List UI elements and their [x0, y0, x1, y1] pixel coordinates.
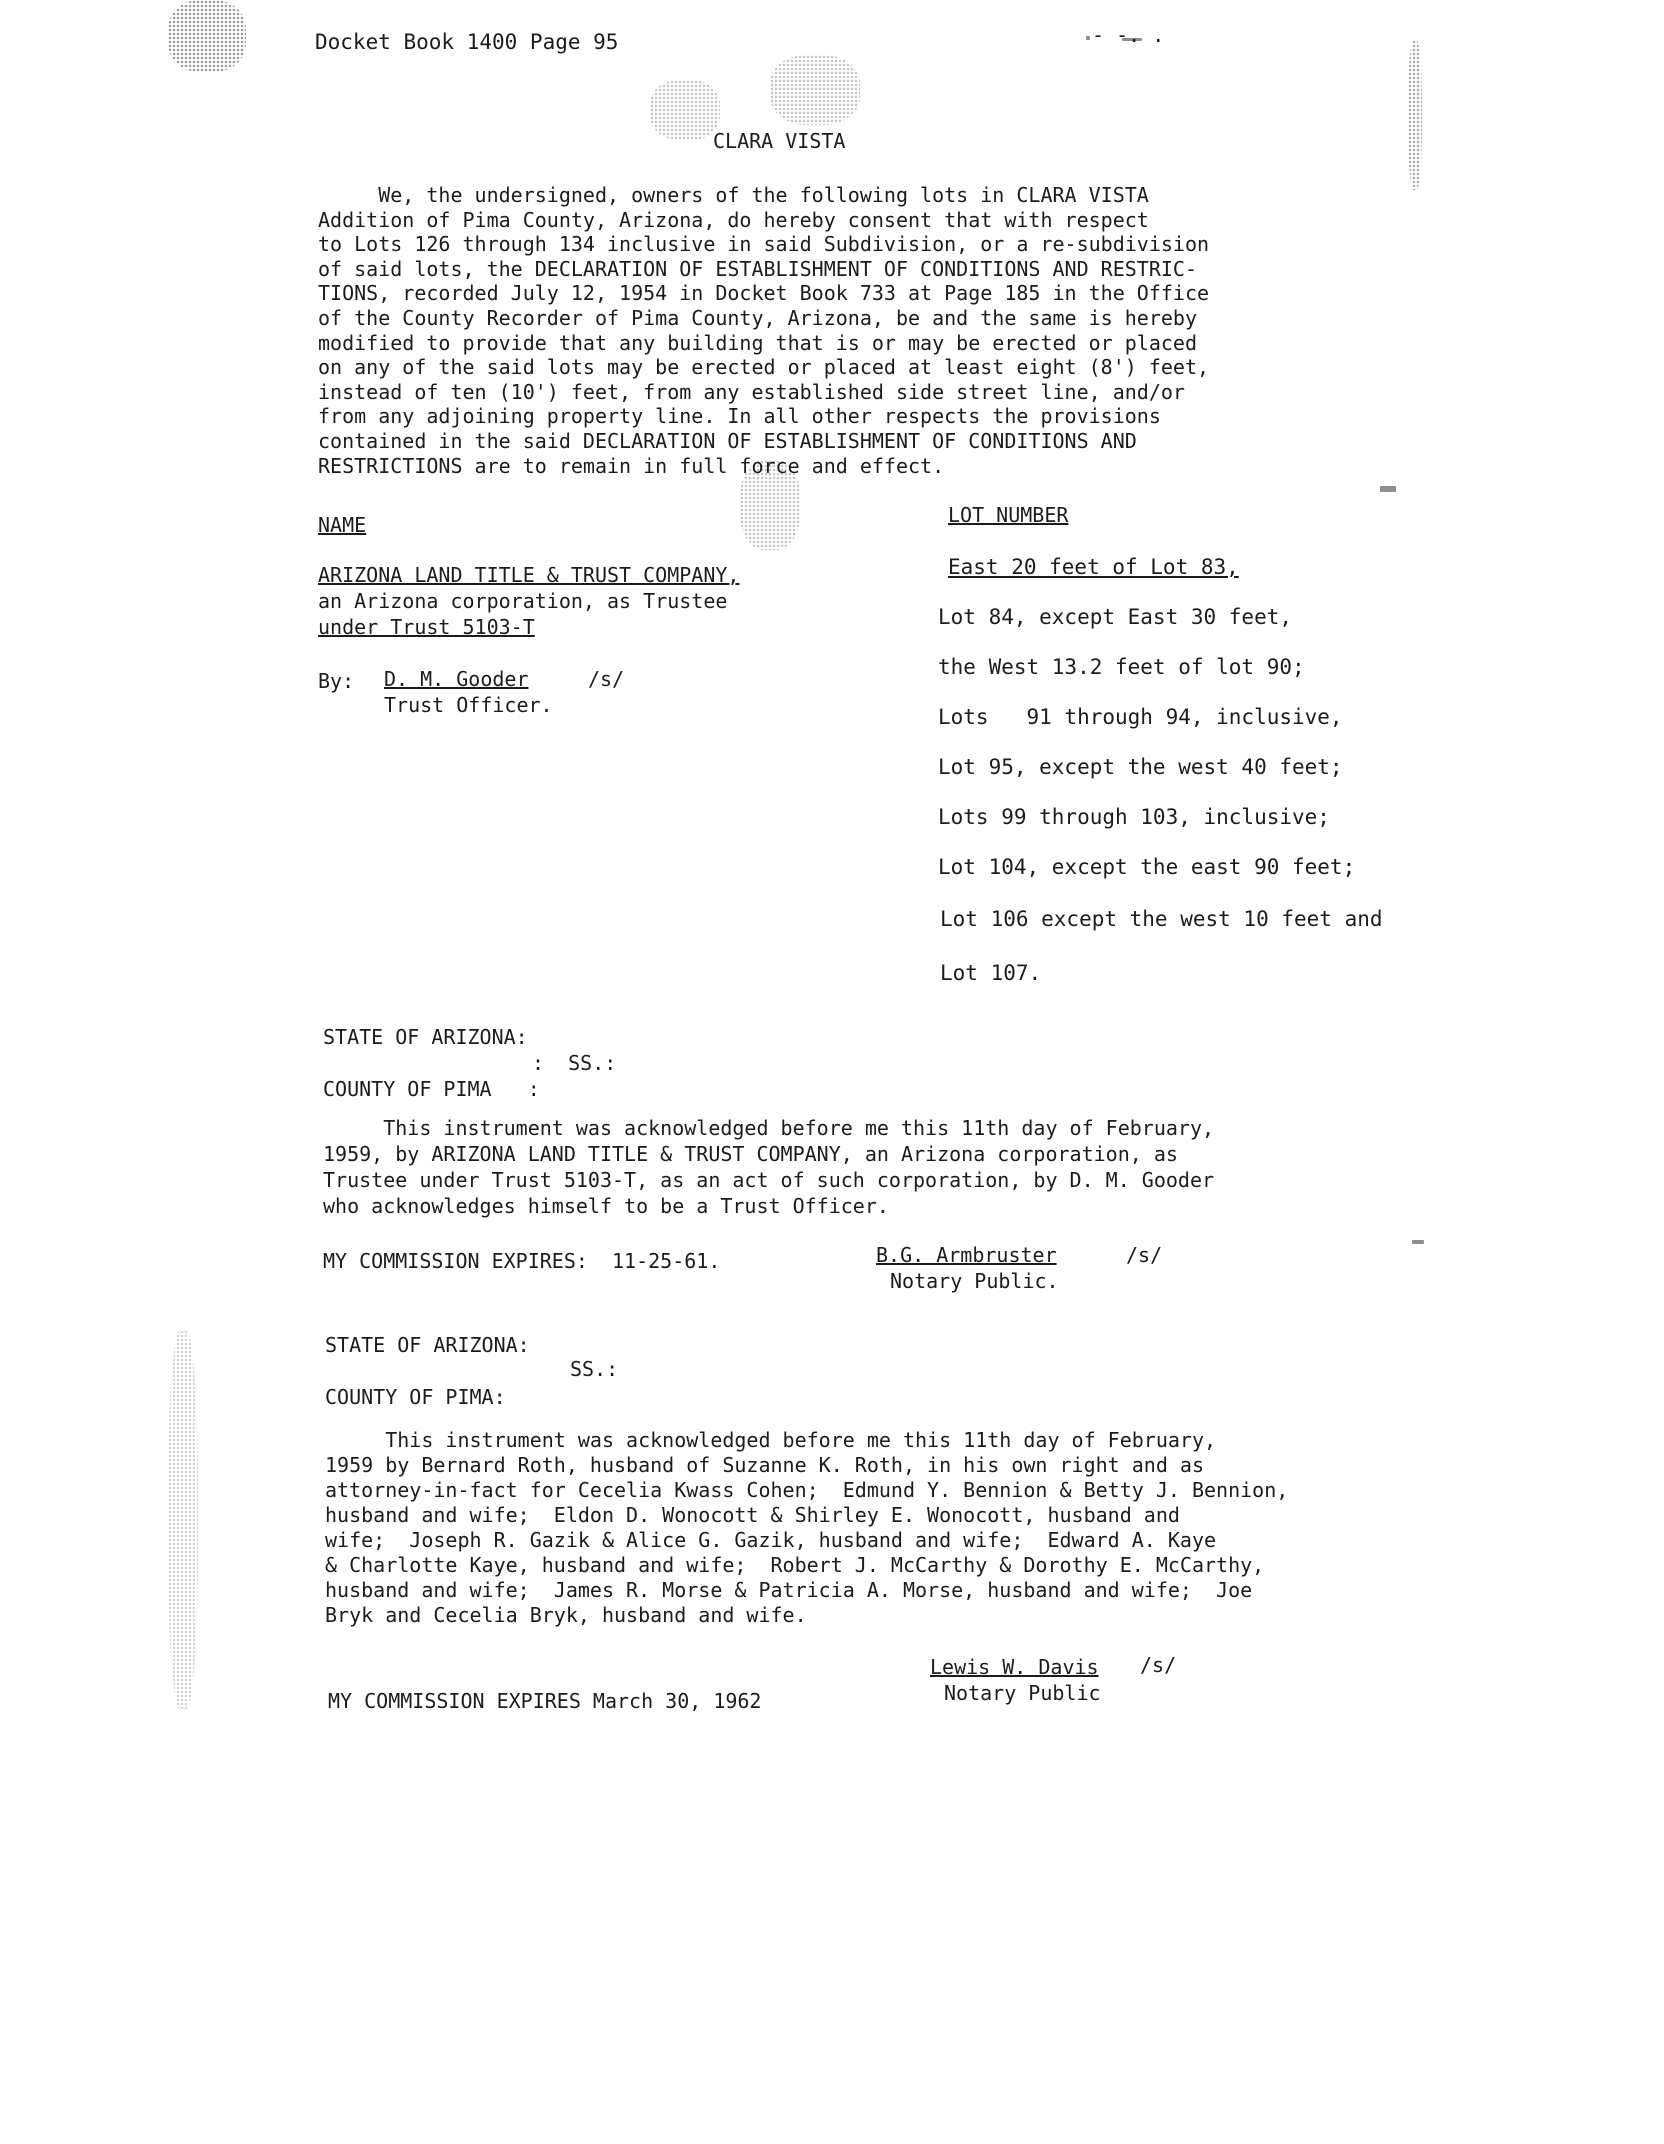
lot-item: Lot 106 except the west 10 feet and [940, 907, 1383, 931]
lot-item: Lots 99 through 103, inclusive; [938, 805, 1330, 829]
ack2-commission: MY COMMISSION EXPIRES March 30, 1962 [328, 1689, 762, 1713]
ack2-line: Bryk and Cecelia Bryk, husband and wife. [325, 1603, 807, 1627]
by-label: By: [318, 669, 355, 693]
scan-smudge-right-edge [1408, 40, 1422, 190]
ack2-ss: SS.: [570, 1357, 619, 1381]
ack2-notary-title: Notary Public [944, 1681, 1101, 1705]
signer-company: ARIZONA LAND TITLE & TRUST COMPANY, [318, 563, 740, 587]
ack1-county: COUNTY OF PIMA : [323, 1077, 540, 1101]
ack2-notary-signature: Lewis W. Davis [930, 1655, 1099, 1679]
lot-item: Lot 107. [940, 961, 1042, 985]
body-line: TIONS, recorded July 12, 1954 in Docket Book 733 at Page 185 in the Office [318, 281, 1210, 306]
signer-title: Trust Officer. [384, 693, 553, 717]
signer-signature: D. M. Gooder [384, 667, 529, 691]
ack2-line: husband and wife; James R. Morse & Patricia A. Morse, husband and wife; Joe [325, 1578, 1253, 1602]
lot-number-column-heading: LOT NUMBER [948, 503, 1069, 527]
ack2-line: wife; Joseph R. Gazik & Alice G. Gazik, husband and wife; Edward A. Kaye [325, 1528, 1217, 1552]
ack2-line: 1959 by Bernard Roth, husband of Suzanne K. Roth, in his own right and as [325, 1453, 1204, 1477]
body-line: of the County Recorder of Pima County, Arizona, be and the same is hereby [318, 306, 1197, 330]
ack1-body [323, 1116, 1383, 1226]
ack1-ss: : SS.: [532, 1051, 617, 1075]
ack1-line: who acknowledges himself to be a Trust Officer. [323, 1194, 889, 1218]
corner-mark: - -. . [1092, 23, 1165, 47]
signer-trust-line: under Trust 5103-T [318, 615, 535, 639]
ack1-commission: MY COMMISSION EXPIRES: 11-25-61. [323, 1249, 721, 1273]
ack2-county: COUNTY OF PIMA: [325, 1385, 506, 1409]
document-title: CLARA VISTA [713, 129, 846, 153]
ack1-line: This instrument was acknowledged before me this 11th day of February, [323, 1116, 1215, 1140]
lot-item: the West 13.2 feet of lot 90; [938, 655, 1305, 679]
ack1-notary-title: Notary Public. [890, 1269, 1059, 1293]
ack1-notary-mark: /s/ [1126, 1243, 1163, 1267]
body-line: of said lots, the DECLARATION OF ESTABLISHMENT OF CONDITIONS AND RESTRIC- [318, 256, 1197, 281]
speck [1380, 486, 1396, 492]
ack2-line: attorney-in-fact for Cecelia Kwass Cohen; Edmund Y. Bennion & Betty J. Bennion, [325, 1478, 1289, 1502]
name-column-heading: NAME [318, 513, 367, 537]
body-line: instead of ten (10') feet, from any established side street line, and/or [318, 379, 1185, 404]
scan-smudge-left-edge [168, 1330, 198, 1710]
body-line: Addition of Pima County, Arizona, do hereby consent that with respect [318, 207, 1149, 232]
signer-corporation-line: an Arizona corporation, as Trustee [318, 589, 728, 613]
scan-smudge-title-right [770, 55, 860, 125]
body-line: contained in the said DECLARATION OF ESTABLISHMENT OF CONDITIONS AND [318, 429, 1137, 453]
ack1-notary-signature: B.G. Armbruster [876, 1243, 1057, 1267]
lot-item: East 20 feet of Lot 83, [948, 555, 1239, 579]
body-line: from any adjoining property line. In all other respects the provisions [318, 404, 1161, 429]
body-line: on any of the said lots may be erected or placed at least eight (8') feet, [318, 355, 1210, 380]
speck [1086, 36, 1090, 40]
body-line: modified to provide that any building that is or may be erected or placed [318, 330, 1197, 355]
ack1-state: STATE OF ARIZONA: [323, 1025, 528, 1049]
scan-smudge-title [650, 80, 720, 140]
ack2-line: This instrument was acknowledged before me this 11th day of February, [325, 1428, 1217, 1452]
consent-paragraph [318, 183, 1378, 483]
ack2-state: STATE OF ARIZONA: [325, 1333, 530, 1357]
ack1-line: 1959, by ARIZONA LAND TITLE & TRUST COMPANY, an Arizona corporation, as [323, 1142, 1178, 1166]
body-line: to Lots 126 through 134 inclusive in said Subdivision, or a re-subdivision [318, 232, 1210, 257]
ack2-line: husband and wife; Eldon D. Wonocott & Shirley E. Wonocott, husband and [325, 1503, 1180, 1527]
ack1-line: Trustee under Trust 5103-T, as an act of such corporation, by D. M. Gooder [323, 1168, 1215, 1192]
lot-item: Lots 91 through 94, inclusive, [938, 705, 1343, 729]
lot-item: Lot 104, except the east 90 feet; [938, 855, 1356, 879]
body-line: We, the undersigned, owners of the following lots in CLARA VISTA [318, 183, 1149, 207]
lot-item: Lot 95, except the west 40 feet; [938, 755, 1343, 779]
ack2-body [325, 1428, 1405, 1638]
speck [1412, 1240, 1424, 1244]
docket-reference: Docket Book 1400 Page 95 [315, 30, 619, 54]
ack2-line: & Charlotte Kaye, husband and wife; Robert J. McCarthy & Dorothy E. McCarthy, [325, 1553, 1265, 1577]
body-line: RESTRICTIONS are to remain in full force and effect. [318, 453, 945, 478]
signer-signature-mark: /s/ [588, 667, 625, 691]
scan-smudge-top-left [168, 0, 246, 72]
lot-item: Lot 84, except East 30 feet, [938, 605, 1293, 629]
ack2-notary-mark: /s/ [1140, 1653, 1177, 1677]
